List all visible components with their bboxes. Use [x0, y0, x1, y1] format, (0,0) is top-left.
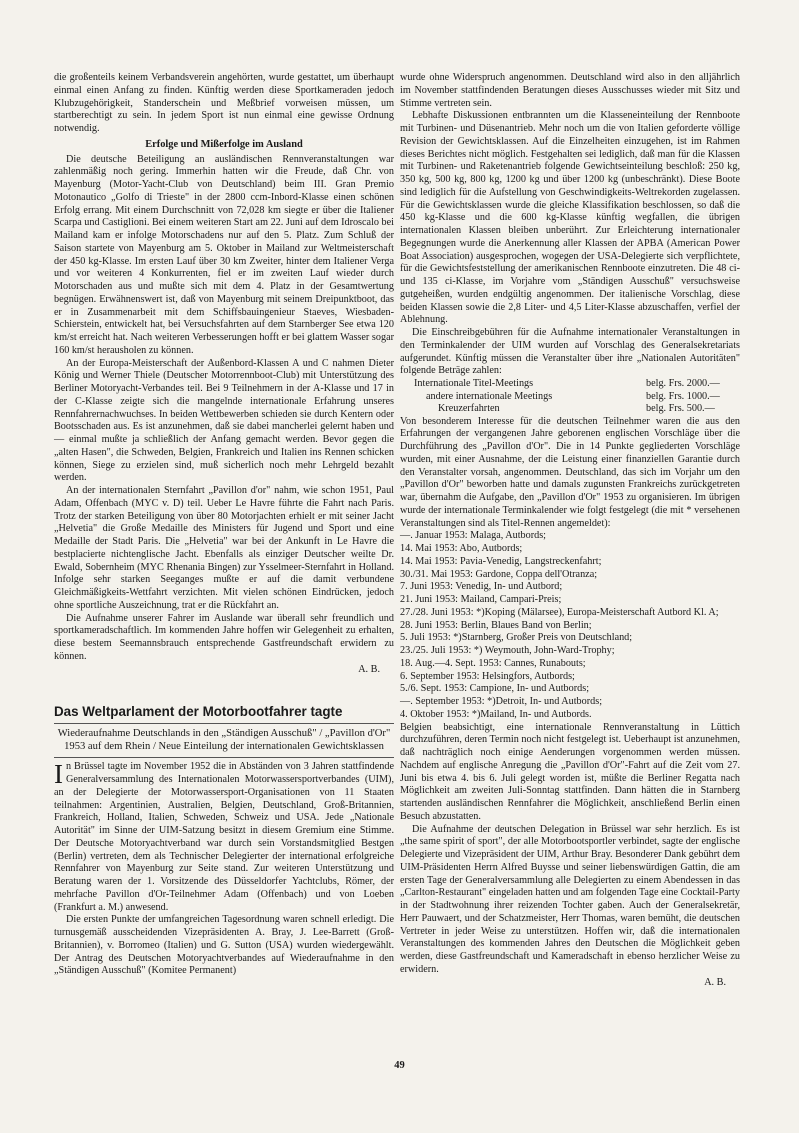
- fee-row: [414, 378, 720, 391]
- article-subtitle: Wiederaufnahme Deutschlands in den „Ständigen Ausschuß" / „Pavillon d'Or" 1953 auf dem Rhein / Neue Einteilung der internationalen Gewichtsklassen: [57, 728, 391, 753]
- body-paragraph: Von besonderem Interesse für die deutschen Teilnehmer waren die aus den Erfahrungen der vergangenen Jahre geborenen englischen Vorschläge über die Durchführung des „Pavillon d'Or". Die in 14 Punkte gegliederten Vorschläge wurden, mit einer Ausnahme, der die Leistung einer finanziellen Garantie durch den Veranstalter vorsah, angenommen. Deutschland, das sich im Vorjahr um den „Pavillon d'Or" beworben hatte und damals zugunsten Frankreichs zurückgetreten war, übernahm die Aufgabe, den „Pavillon d'Or" 1953 zu organisieren. Im übrigen wurde der internationale Terminkalender wie folgt festgelegt (die mit * versehenen Veranstaltungen sind als Titel-Rennen angemeldet):: [400, 415, 740, 529]
- calendar-entry: 6. September 1953: Helsingfors, Autbords;: [400, 670, 575, 682]
- title-divider: [54, 723, 394, 724]
- page-number: 49: [394, 1060, 405, 1071]
- fee-amount: belg. Frs. 2000.—: [646, 378, 720, 389]
- calendar-entry: 4. Oktober 1953: *)Mailand, In- und Autbords.: [400, 708, 592, 720]
- left-column: [54, 72, 394, 978]
- article-title: Das Weltparlament der Motorbootfahrer tagte: [54, 704, 343, 720]
- calendar-entry: 14. Mai 1953: Pavia-Venedig, Langstreckenfahrt;: [400, 555, 602, 567]
- signature: A. B.: [358, 663, 380, 675]
- calendar-entry: 5. Juli 1953: *)Starnberg, Großer Preis von Deutschland;: [400, 632, 633, 644]
- section-heading: Erfolge und Mißerfolge im Ausland: [145, 138, 303, 150]
- body-paragraph: Die Aufnahme der deutschen Delegation in Brüssel war sehr herzlich. Es ist „the same spirit of sport", der alle Motorbootsportler verbindet, sagte der englische Delegierte und Vizepräsident der UIM, Arthur Bray. Besonderer Dank gebührt dem UIM-Präsidenten Herrn Alfred Buysse und seiner liebenswürdigen Gattin, die am ersten Tage der Generalversammlung alle Delegierten zu einem Abendessen in das „Carlton-Restaurant" eingeladen hatten und am folgenden Tage eine Cocktail-Party in der Stadtwohnung ihrer reizenden Tochter gaben. Auch der Generalsekretär, Herr Pauwaert, und der Schatzmeister, Herr Thomas, waren bemüht, die deutschen Vertreter in jeder Weise zu unterstützen. Hoffen wir, daß die internationalen Veranstaltungen des kommenden Jahres den Deutschen die Möglichkeit geben werden, diese Gastfreundschaft und Kameradschaft in ebenso herzlicher Weise zu erwidern.: [400, 823, 740, 975]
- signature: A. B.: [704, 976, 726, 988]
- fee-label: andere internationale Meetings: [426, 390, 553, 402]
- calendar-entry: —. Januar 1953: Malaga, Autbords;: [400, 530, 546, 542]
- body-paragraph: Lebhafte Diskussionen entbrannten um die Klasseneinteilung der Rennboote mit Turbinen- und Düsenantrieb. Mehr noch um die von Italien geforderte völlige Revision der Gewichtsklassen. Auf die Einzelheiten einzugehen, ist im Rahmen dieses Berichtes nicht möglich. Festgehalten sei lediglich, daß man für die Klassen mit Turbinen- und Raketenantrieb folgende Gewichtseinteilung beschloß: 250 kg, 350 kg, 500 kg, 800 kg, 1200 kg und über 1200 kg (unbeschränkt). Diese Boote sind lediglich für die Aufstellung von Geschwindigkeits-Weltrekorden zugelassen. Für die Gewichtsklassen wurde die gleiche Klassifikation beschlossen, so daß die 450 kg-Klasse und die 600 kg-Klasse künftig wegfallen, die übrigen internationalen Klassen bleiben unberührt. Zur Erleichterung internationaler Begegnungen wurde die Anerkennung aller Klassen der APBA (American Power Boat Association) ausgesprochen, wogegen der USA-Delegierte sich verpflichtete, für die Gewichtsfeststellung der amerikanischen Rennboote einzutreten. Die 48 ci- und 135 ci-Klasse, im Vorjahre vom „Ständigen Ausschuß" versuchsweise gutgeheißen, wurden endgültig angenommen. Der italienische Vorschlag, diese beiden Klassen sowie die 2,8 Liter- und 4,5 Liter-Klasse abzuschaffen, verfiel der Ablehnung.: [400, 110, 740, 326]
- body-paragraph: Die deutsche Beteiligung an ausländischen Rennveranstaltungen war zahlenmäßig noch gering. Immerhin hatten wir die Freude, daß Chr. von Mayenburg (Motor-Yacht-Club von Deutschland) beim III. Gran Premio Motonautico „Golfo di Trieste" in der 2800 ccm-Inbord-Klasse einen schönen Erfolg errang. Mit einem Durchschnitt von 72,028 km siegte er über die Italiener Scarpa und Castiglioni. Bei einem weiteren Start am 22. Juni auf dem Idroscalo bei Mailand kam er infolge Motorschadens nur auf den 5. Platz. Zum Schluß der Saison startete von Mayenburg am 5. Oktober in Mailand zur Weltmeisterschaft der 450 kg-Klasse. Im ersten Lauf über 30 km Zweiter, hinter dem Italiener Verga und vor weiteren 4 Konkurrenten, fiel er im zweiten Lauf wieder durch Motorschaden aus und mußte sich mit dem 4. Platz in der Gesamtwertung begnügen. Erwähnenswert ist, daß von Mayenburg mit seinem Dreipunktboot, das er in Zusammenarbeit mit dem Schiffsbauingenieur Staeves, Wiesbaden-Schierstein, entwickelt hat, bei Versuchsfahrten auf dem Starnberger See etwa 120 km/st erreicht hat. Nach weiteren Verbesserungen hofft er bei glattem Wasser sogar 160 km/st herausholen zu können.: [54, 153, 394, 356]
- body-paragraph: Die Einschreibgebühren für die Aufnahme internationaler Veranstaltungen in den Terminkalender der UIM wurden auf Vorschlag des Generalsekretariats aufgerundet. Künftig müssen die Veranstalter über ihre „Nationalen Autoritäten" folgende Beträge zahlen:: [400, 327, 740, 377]
- fee-amount: belg. Frs. 1000.—: [646, 390, 720, 402]
- calendar-entry: 28. Juni 1953: Berlin, Blaues Band von Berlin;: [400, 619, 592, 631]
- body-paragraph: Die ersten Punkte der umfangreichen Tagesordnung waren schnell erledigt. Die turnusgemäß ausscheidenden Vizepräsidenten A. Bray, J. Lee-Barrett (Groß-Britannien), v. Borromeo (Italien) und G. Sutton (USA) wurden wiedergewählt. Der Antrag des Deutschen Motoryachtverbandes auf Wiederaufnahme in den „Ständigen Ausschuß" (Komitee Permanent): [54, 914, 394, 977]
- lead-text: n Brüssel tagte im November 1952 die in Abständen von 3 Jahren stattfindende Generalversammlung des Internationalen Motorwassersportverbandes (UIM), an der Delegierte der Motorwassersport-Organisationen von 11 Staaten teilnahmen: Argentinien, Australien, Belgien, Deutschland, Groß-Britannien, Frankreich, Holland, Italien, Schweden, Schweiz und USA. Jede „Nationale Autorität" im Sinne der UIM-Satzung besitzt in diesem Gremium eine Stimme. Der Deutsche Motoryachtverband war durch sein Vorstandsmitglied Bestgen (Berlin) vertreten, dem als Technischer Delegierter der international erfolgreiche Rennfahrer von Mayenburg zur Seite stand. Zur weiteren Unterstützung und Beratung waren der 1. Vorsitzende des Düsseldorfer Yachtclubs, Römer, der mehrfache Pavillon d'Or-Teilnehmer Adam (Offenbach) und von Loeben (Frankfurt a. M.) anwesend.: [54, 761, 394, 913]
- calendar-entry: —. September 1953: *)Detroit, In- und Autbords;: [400, 696, 603, 707]
- calendar-entry: 27./28. Juni 1953: *)Koping (Mälarsee), Europa-Meisterschaft Autbord Kl. A;: [400, 606, 719, 618]
- fee-label: Internationale Titel-Meetings: [414, 378, 534, 389]
- calendar-entry: 7. Juni 1953: Venedig, In- und Autbord;: [400, 581, 563, 593]
- event-calendar: [400, 530, 740, 721]
- fee-table: [414, 378, 720, 416]
- calendar-entry: 21. Juni 1953: Mailand, Campari-Preis;: [400, 594, 562, 605]
- fee-label: Kreuzerfahrten: [438, 403, 500, 414]
- article-lead-paragraph: [54, 761, 394, 914]
- calendar-entry: 5./6. Sept. 1953: Campione, In- und Autbords;: [400, 683, 590, 695]
- calendar-entry: 18. Aug.—4. Sept. 1953: Cannes, Runabouts;: [400, 657, 586, 669]
- drop-cap: I: [54, 759, 63, 790]
- continuation-paragraph: wurde ohne Widerspruch angenommen. Deutschland wird also in den alljährlich im November stattfindenden Beratungen dieses Ausschusses wieder mit Sitz und Stimme vertreten sein.: [400, 72, 740, 109]
- body-paragraph: Die Aufnahme unserer Fahrer im Auslande war überall sehr freundlich und sportkameradschaftlich. Im kommenden Jahre hoffen wir Gelegenheit zu erhalten, diese bestem Seemannsbrauch entsprechende Gastfreundschaft erwidern zu können.: [54, 612, 394, 662]
- fee-amount: belg. Frs. 500.—: [646, 403, 715, 414]
- intro-paragraph: die großenteils keinem Verbandsverein angehörten, wurde gestattet, um überhaupt einmal einen Anfang zu finden. Künftig werden diese Sportkameraden jedoch Klubzugehörigkeit, Standerschein und Meßbrief vorweisen müssen, um startberechtigt zu sein. In jedem Sport ist nun einmal eine gewisse Ordnung notwendig.: [54, 72, 394, 134]
- subtitle-divider: [54, 757, 394, 758]
- fee-row: [414, 403, 720, 416]
- calendar-entry: 14. Mai 1953: Abo, Autbords;: [400, 543, 523, 554]
- body-paragraph: An der Europa-Meisterschaft der Außenbord-Klassen A und C nahmen Dieter König und Werner Thiele (Deutscher Motorrennboot-Club) mit Unterstützung des Berliner Motoryacht-Verbandes teil. Bei 9 Teilnehmern in der A-Klasse und 17 in der C-Klasse zeigte sich die mangelnde internationale Erfahrung unseres Rennfahrernachwuchses. In beiden Wettbewerben schieden sie durch Kentern oder Bootsschaden aus. Es ist anzunehmen, daß sie dabei mancherlei gelernt haben und — einmal mußte ja schließlich der Anfang gemacht werden. Bevor gegen die „alten Hasen", die Schweden, Belgien, Frankreich und Italien ins Rennen schicken können, Siege zu erzielen sind, muß sicherlich noch mehr Lehrgeld bezahlt werden.: [54, 357, 394, 484]
- fee-row: [414, 391, 720, 404]
- body-paragraph: An der internationalen Sternfahrt „Pavillon d'or" nahm, wie schon 1951, Paul Adam, Offenbach (MYC v. D) teil. Ueber Le Havre führte die Fahrt nach Paris. Trotz der starken Beteiligung von über 80 Motorjachten erhielt er mit seiner Jacht „Helvetia" die Große Medaille des Ministers für Jugend und Sport und eine Medaille der Stadt Paris. Die „Helvetia" war bei der Ankunft in Le Havre die bestplacierte nichtenglische Jacht. Ebenfalls als einziger Deutscher weilte Dr. Ewald, Sobernheim (MYC Rhenania Bingen) zur Ysselmeer-Sternfahrt in Holland. Infolge sehr starken Seeganges mußte er auf die damit verbundene Gleichmäßigkeits-Wettfahrt verzichten. Mit vielen schönen Eindrücken, jedoch ohne sportliche Auszeichnung, trat er die Rückfahrt an.: [54, 485, 394, 611]
- right-column: [400, 72, 740, 989]
- calendar-entry: 30./31. Mai 1953: Gardone, Coppa dell'Otranza;: [400, 568, 598, 580]
- calendar-entry: 23./25. Juli 1953: *) Weymouth, John-Ward-Trophy;: [400, 645, 615, 656]
- body-paragraph: Belgien beabsichtigt, eine internationale Rennveranstaltung in Lüttich durchzuführen, deren Termin noch nicht festgelegt ist. Ueberhaupt ist anzunehmen, daß nachträglich noch einige Aenderungen vorgenommen werden müssen. Nachdem auf englische Anregung die „Pavillon d'Or"-Fahrt auf die Zeit vom 27. Juni bis etwa 4. bis 6. Juli gelegt worden ist, müßte die Berliner Regatta nach Möglichkeit am zweiten Juli-Sonntag stattfinden. Dann hätten die in Starnberg startenden ausländischen Rennfahrer die Möglichkeit, anschließend Berlin einen Besuch abzustatten.: [400, 721, 740, 822]
